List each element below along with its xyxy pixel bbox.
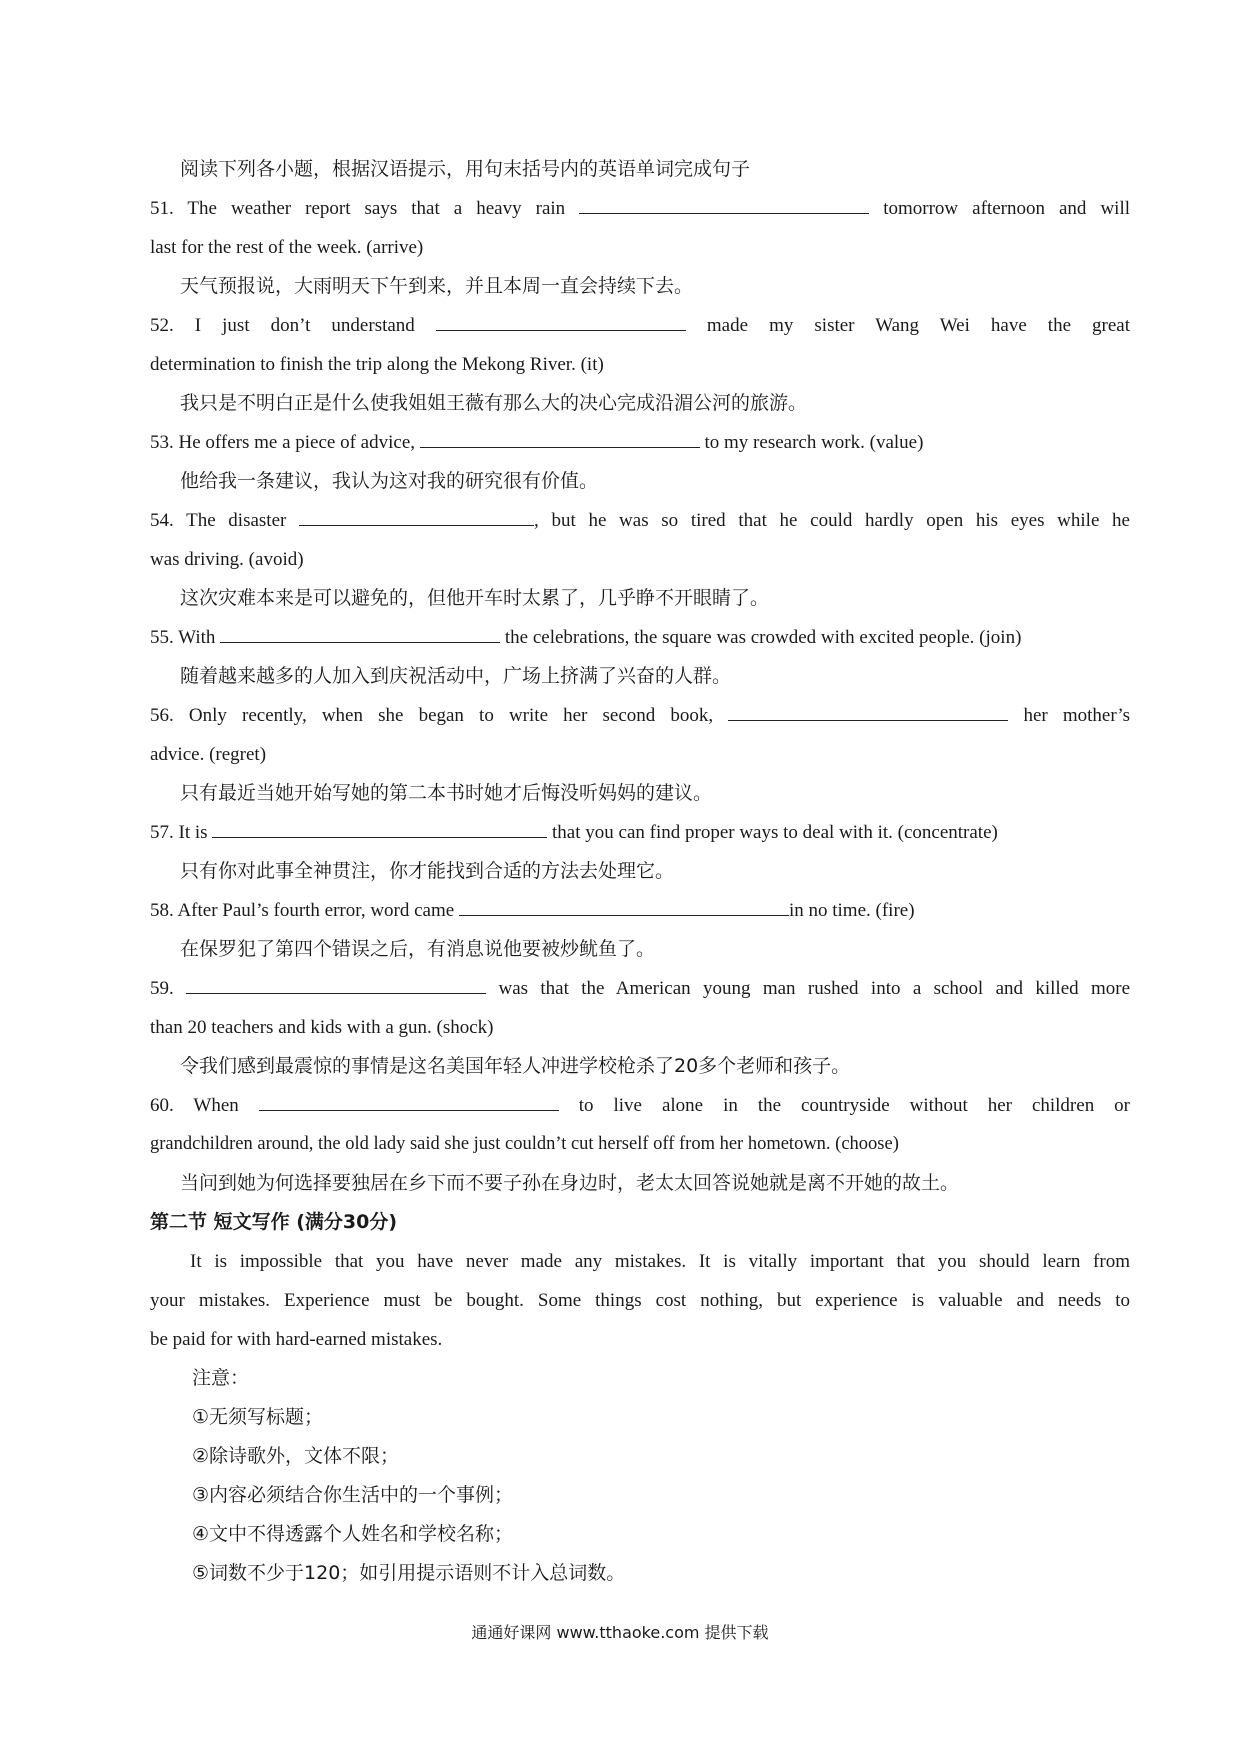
footer-source: 通通好课网 www.tthaoke.com 提供下载 — [471, 1623, 769, 1642]
question-57-chinese: 只有你对此事全神贯注，你才能找到合适的方法去处理它。 — [180, 860, 675, 882]
question-55: 55. With the celebrations, the square was crowded with excited people. (join) — [150, 618, 1130, 657]
question-59-cont: than 20 teachers and kids with a gun. (shock) — [150, 1017, 494, 1038]
question-52: 52. I just don’t understand made my sister Wang Wei have the great — [150, 306, 1130, 345]
question-60-chinese: 当问到她为何选择要独居在乡下而不要子孙在身边时，老太太回答说她就是离不开她的故土。 — [180, 1172, 960, 1194]
note-item: ⑤词数不少于120；如引用提示语则不计入总词数。 — [192, 1562, 626, 1584]
note-item: ①无须写标题； — [192, 1406, 324, 1428]
question-60-cont: grandchildren around, the old lady said she just couldn’t cut herself off from her hometown. (choose) — [150, 1134, 899, 1154]
answer-blank-57[interactable] — [212, 819, 547, 838]
answer-blank-51[interactable] — [579, 195, 869, 214]
question-58: 58. After Paul’s fourth error, word came in no time. (fire) — [150, 891, 1130, 930]
note-item: ④文中不得透露个人姓名和学校名称； — [192, 1523, 514, 1545]
question-53-chinese: 他给我一条建议，我认为这对我的研究很有价值。 — [180, 470, 599, 492]
note-item: ②除诗歌外，文体不限； — [192, 1445, 400, 1467]
question-52-chinese: 我只是不明白正是什么使我姐姐王薇有那么大的决心完成沿湄公河的旅游。 — [180, 392, 808, 414]
answer-blank-55[interactable] — [220, 624, 500, 643]
question-51-chinese: 天气预报说，大雨明天下午到来，并且本周一直会持续下去。 — [180, 275, 694, 297]
question-56-cont: advice. (regret) — [150, 744, 267, 765]
answer-blank-58[interactable] — [459, 897, 789, 916]
question-52-cont: determination to finish the trip along the Mekong River. (it) — [150, 354, 604, 375]
question-56-chinese: 只有最近当她开始写她的第二本书时她才后悔没听妈妈的建议。 — [180, 782, 713, 804]
writing-prompt-line-3: be paid for with hard-earned mistakes. — [150, 1329, 443, 1350]
writing-prompt-line-1: It is impossible that you have never made any mistakes. It is vitally important that you should learn from — [190, 1251, 1130, 1272]
section-heading: 第二节 短文写作 (满分30分) — [150, 1211, 398, 1233]
answer-blank-53[interactable] — [420, 429, 700, 448]
answer-blank-52[interactable] — [436, 312, 686, 331]
answer-blank-60[interactable] — [259, 1092, 559, 1111]
question-54-chinese: 这次灾难本来是可以避免的，但他开车时太累了，几乎睁不开眼睛了。 — [180, 587, 770, 609]
question-54: 54. The disaster , but he was so tired that he could hardly open his eyes while he — [150, 501, 1130, 540]
question-57: 57. It is that you can find proper ways to deal with it. (concentrate) — [150, 813, 1130, 852]
worksheet-page — [150, 150, 1130, 1593]
notes-label: 注意： — [192, 1367, 250, 1389]
answer-blank-56[interactable] — [728, 702, 1008, 721]
question-51: 51. The weather report says that a heavy rain tomorrow afternoon and will — [150, 189, 1130, 228]
question-54-cont: was driving. (avoid) — [150, 549, 304, 570]
answer-blank-54[interactable] — [299, 507, 534, 526]
question-56: 56. Only recently, when she began to write her second book, her mother’s — [150, 696, 1130, 735]
question-51-cont: last for the rest of the week. (arrive) — [150, 237, 424, 258]
question-60: 60. When to live alone in the countryside without her children or — [150, 1086, 1130, 1125]
question-55-chinese: 随着越来越多的人加入到庆祝活动中，广场上挤满了兴奋的人群。 — [180, 665, 732, 687]
question-59-chinese: 令我们感到最震惊的事情是这名美国年轻人冲进学校枪杀了20多个老师和孩子。 — [180, 1055, 851, 1077]
answer-blank-59[interactable] — [186, 975, 486, 994]
instruction: 阅读下列各小题，根据汉语提示，用句末括号内的英语单词完成句子 — [180, 158, 751, 180]
question-58-chinese: 在保罗犯了第四个错误之后，有消息说他要被炒鱿鱼了。 — [180, 938, 656, 960]
note-item: ③内容必须结合你生活中的一个事例； — [192, 1484, 514, 1506]
writing-prompt-line-2: your mistakes. Experience must be bought. Some things cost nothing, but experience is valuable and needs to — [150, 1290, 1130, 1311]
question-59: 59. was that the American young man rushed into a school and killed more — [150, 969, 1130, 1008]
question-53: 53. He offers me a piece of advice, to my research work. (value) — [150, 423, 1130, 462]
